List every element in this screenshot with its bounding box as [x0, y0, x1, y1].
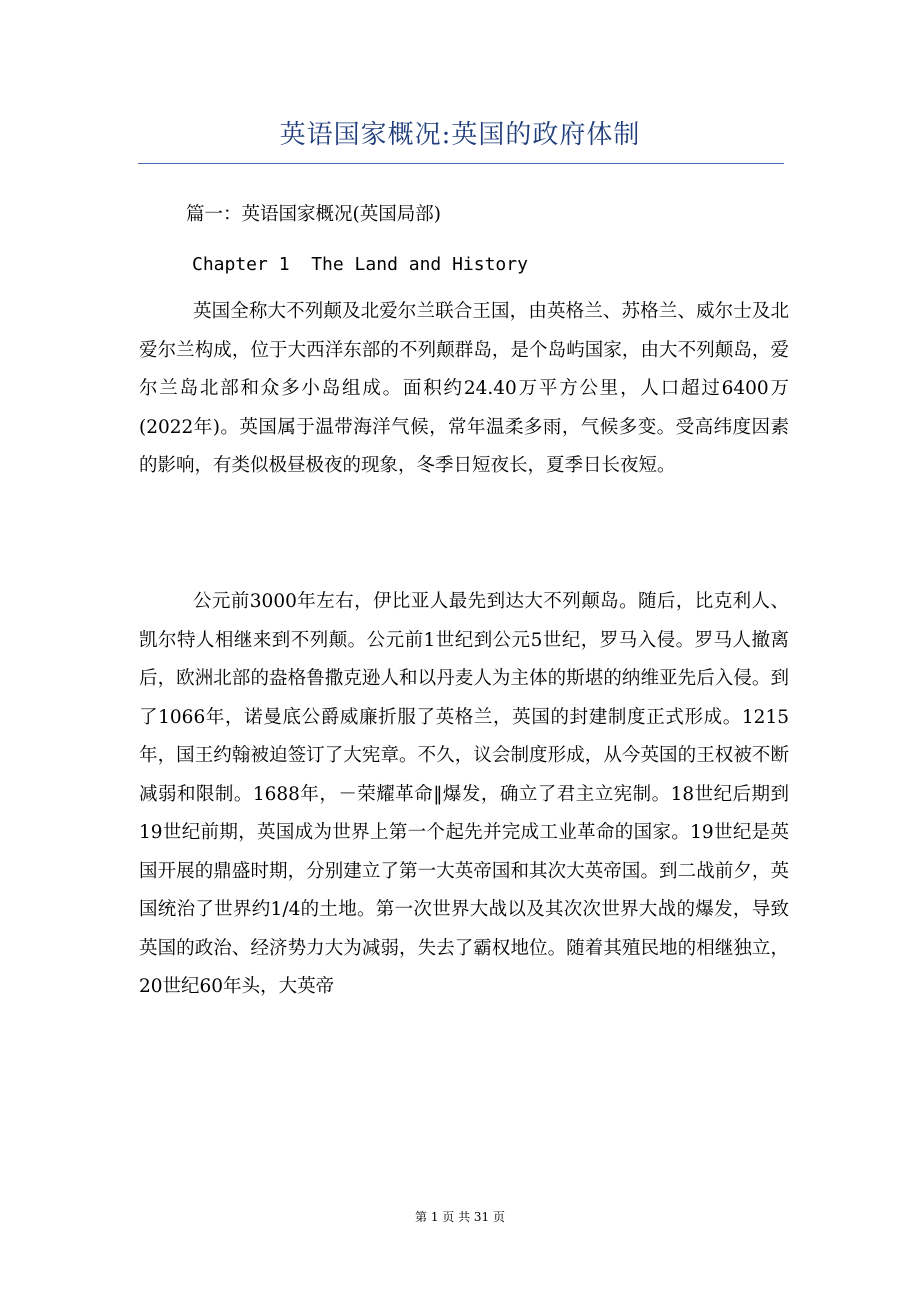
document-title: 英语国家概况:英国的政府体制 [279, 120, 641, 150]
title-underline-divider [138, 163, 784, 164]
paragraph-geography: 英国全称大不列颠及北爱尔兰联合王国，由英格兰、苏格兰、威尔士及北爱尔兰构成，位于大西洋东部的不列颠群岛，是个岛屿国家，由大不列颠岛，爱尔兰岛北部和众多小岛组成。面积约24.40万平方公里，人口超过6400万(2022年)。英国属于温带海洋气候，常年温柔多雨，气候多变。受高纬度因素的影响，有类似极昼极夜的现象，冬季日短夜长，夏季日长夜短。 [139, 301, 789, 476]
paragraph-history: 公元前3000年左右，伊比亚人最先到达大不列颠岛。随后，比克利人、凯尔特人相继来到不列颠。公元前1世纪到公元5世纪，罗马入侵。罗马人撤离后，欧洲北部的盎格鲁撒克逊人和以丹麦人为主体的斯堪的纳维亚先后入侵。到了1066年，诺曼底公爵威廉折服了英格兰，英国的封建制度正式形成。1215年，国王约翰被迫签订了大宪章。不久，议会制度形成，从今英国的王权被不断减弱和限制。1688年，－荣耀革命‖爆发，确立了君主立宪制。18世纪后期到19世纪前期，英国成为世界上第一个起先并完成工业革命的国家。19世纪是英国开展的鼎盛时期，分别建立了第一大英帝国和其次大英帝国。到二战前夕，英国统治了世界约1/4的土地。第一次世界大战以及其次次世界大战的爆发，导致英国的政治、经济势力大为减弱，失去了霸权地位。随着其殖民地的相继独立，20世纪60年头，大英帝 [139, 591, 789, 997]
page-footer: 第 1 页 共 31 页 [415, 1210, 505, 1224]
section-heading: 篇一：英语国家概况(英国局部) [186, 204, 441, 225]
chapter-heading: Chapter 1 The Land and History [192, 254, 528, 275]
